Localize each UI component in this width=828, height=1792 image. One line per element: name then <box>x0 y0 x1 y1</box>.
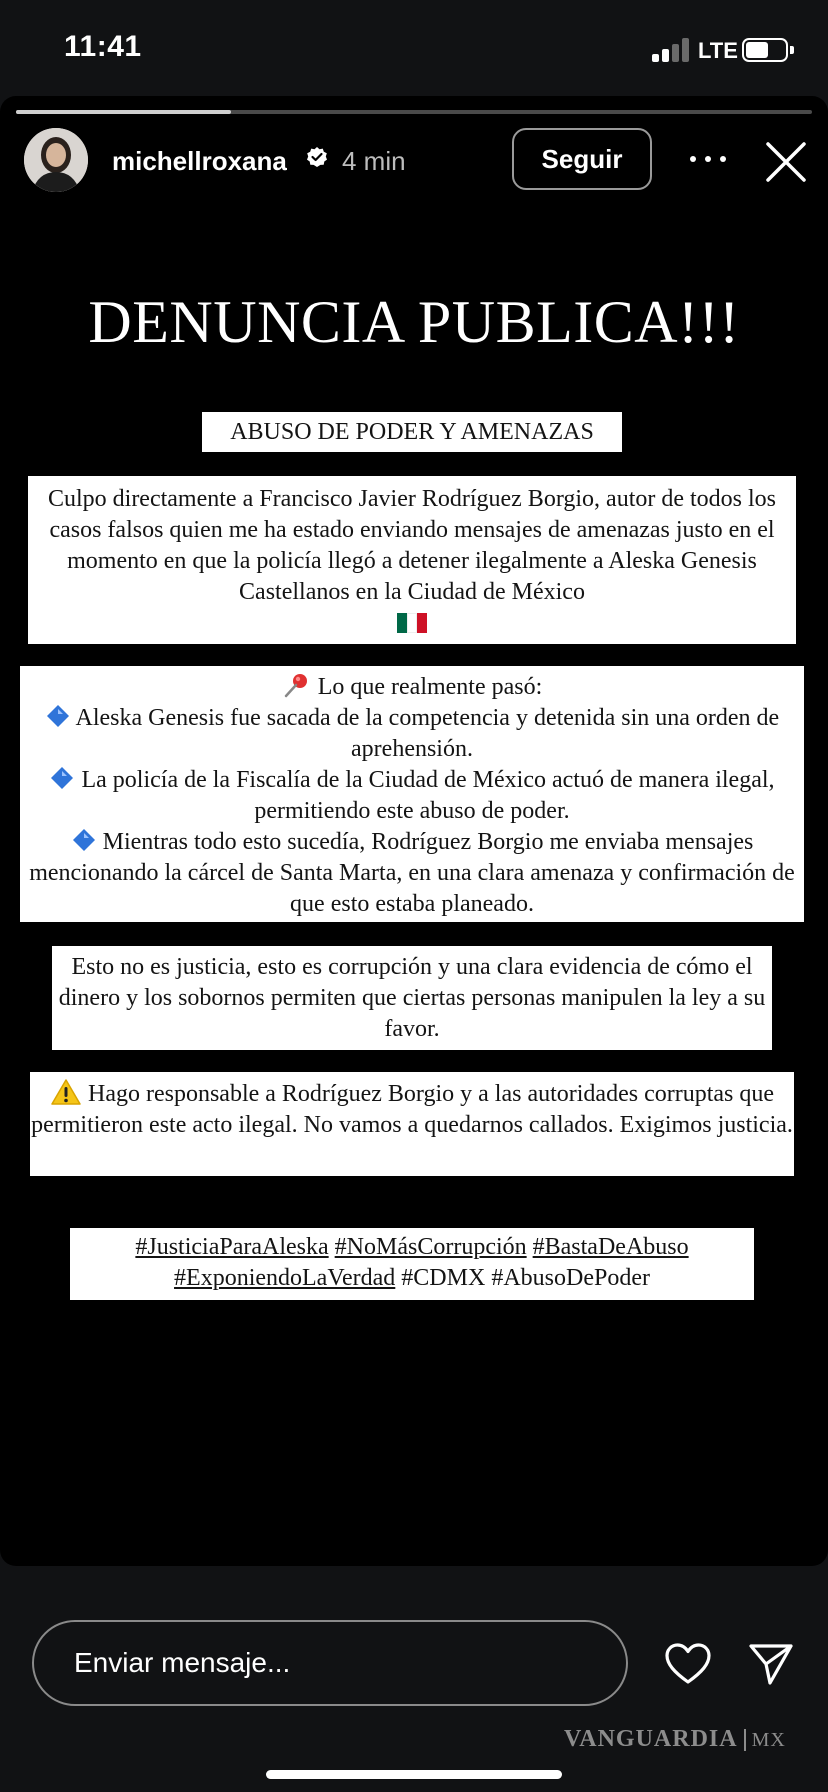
mexico-flag-icon <box>397 611 427 631</box>
hashtag[interactable]: #JusticiaParaAleska <box>135 1234 329 1260</box>
battery-icon <box>742 38 788 62</box>
accusation-text: Culpo directamente a Francisco Javier Rodríguez Borgio, autor de todos los casos falsos quien me ha estado enviando mensajes de amenazas justo en el momento en que la policía llegó a detener ilegalmente a Aleska Genesis Castellanos en la Ciudad de México <box>47 486 777 605</box>
follow-button[interactable]: Seguir <box>512 128 652 190</box>
avatar[interactable] <box>24 128 88 192</box>
blue-diamond-icon <box>71 827 97 853</box>
subtitle-box <box>202 412 622 452</box>
more-icon[interactable] <box>686 134 730 184</box>
section-heading: Lo que realmente pasó: <box>317 674 543 700</box>
watermark-logo <box>564 1726 786 1753</box>
story-progress-fill <box>16 110 231 114</box>
story-viewer[interactable] <box>0 96 828 1566</box>
subtitle-text: ABUSO DE PODER Y AMENAZAS <box>230 419 594 445</box>
cellular-signal-icon <box>652 38 690 62</box>
responsibility-text: Hago responsable a Rodríguez Borgio y a las autoridades corruptas que permitieron este acto ilegal. No vamos a quedarnos callados. Exigimos justicia. <box>31 1081 793 1138</box>
status-bar <box>0 0 828 100</box>
username[interactable]: michellroxana <box>112 146 287 176</box>
home-indicator[interactable] <box>266 1770 562 1779</box>
warning-icon <box>50 1078 82 1106</box>
corruption-text: Esto no es justicia, esto es corrupción y una clara evidencia de cómo el dinero y los sobornos permiten que ciertas personas manipulen la ley a su favor. <box>58 954 766 1042</box>
network-type: LTE <box>698 38 738 63</box>
bullet-item: La policía de la Fiscalía de la Ciudad de México actuó de manera ilegal, permitiendo este abuso de poder. <box>81 767 775 824</box>
hashtag[interactable]: #BastaDeAbuso <box>532 1234 689 1260</box>
heart-icon[interactable] <box>664 1642 712 1686</box>
watermark-text: VANGUARDIA <box>564 1726 738 1752</box>
hashtag[interactable]: #AbusoDePoder <box>491 1265 650 1291</box>
hashtags-box <box>70 1228 754 1300</box>
accusation-box <box>28 476 796 644</box>
story-footer <box>0 1566 828 1792</box>
bullet-item: Aleska Genesis fue sacada de la competencia y detenida sin una orden de aprehensión. <box>75 705 780 762</box>
hashtag[interactable]: #ExponiendoLaVerdad <box>174 1265 396 1291</box>
send-icon[interactable] <box>748 1642 794 1686</box>
blue-diamond-icon <box>49 765 75 791</box>
story-progress-bar <box>16 110 812 114</box>
battery-tip <box>790 46 794 54</box>
corruption-box <box>52 946 772 1050</box>
post-time: 4 min <box>342 146 406 176</box>
responsibility-box <box>30 1072 794 1176</box>
hashtag[interactable]: #CDMX <box>401 1265 486 1291</box>
watermark-region: MX <box>744 1729 786 1751</box>
bullet-item: Mientras todo esto sucedía, Rodríguez Borgio me enviaba mensajes mencionando la cárcel de Santa Marta, en una clara amenaza y confirmación de que esto estaba planeado. <box>29 829 795 917</box>
blue-diamond-icon <box>45 703 71 729</box>
pushpin-icon <box>282 672 312 698</box>
hashtag[interactable]: #NoMásCorrupción <box>334 1234 527 1260</box>
message-input[interactable] <box>32 1620 628 1706</box>
status-time: 11:41 <box>64 30 142 63</box>
verified-badge-icon <box>306 146 328 168</box>
story-header <box>0 126 828 200</box>
close-icon[interactable] <box>764 140 808 184</box>
events-box <box>20 666 804 922</box>
story-title: DENUNCIA PUBLICA!!! <box>88 289 740 355</box>
